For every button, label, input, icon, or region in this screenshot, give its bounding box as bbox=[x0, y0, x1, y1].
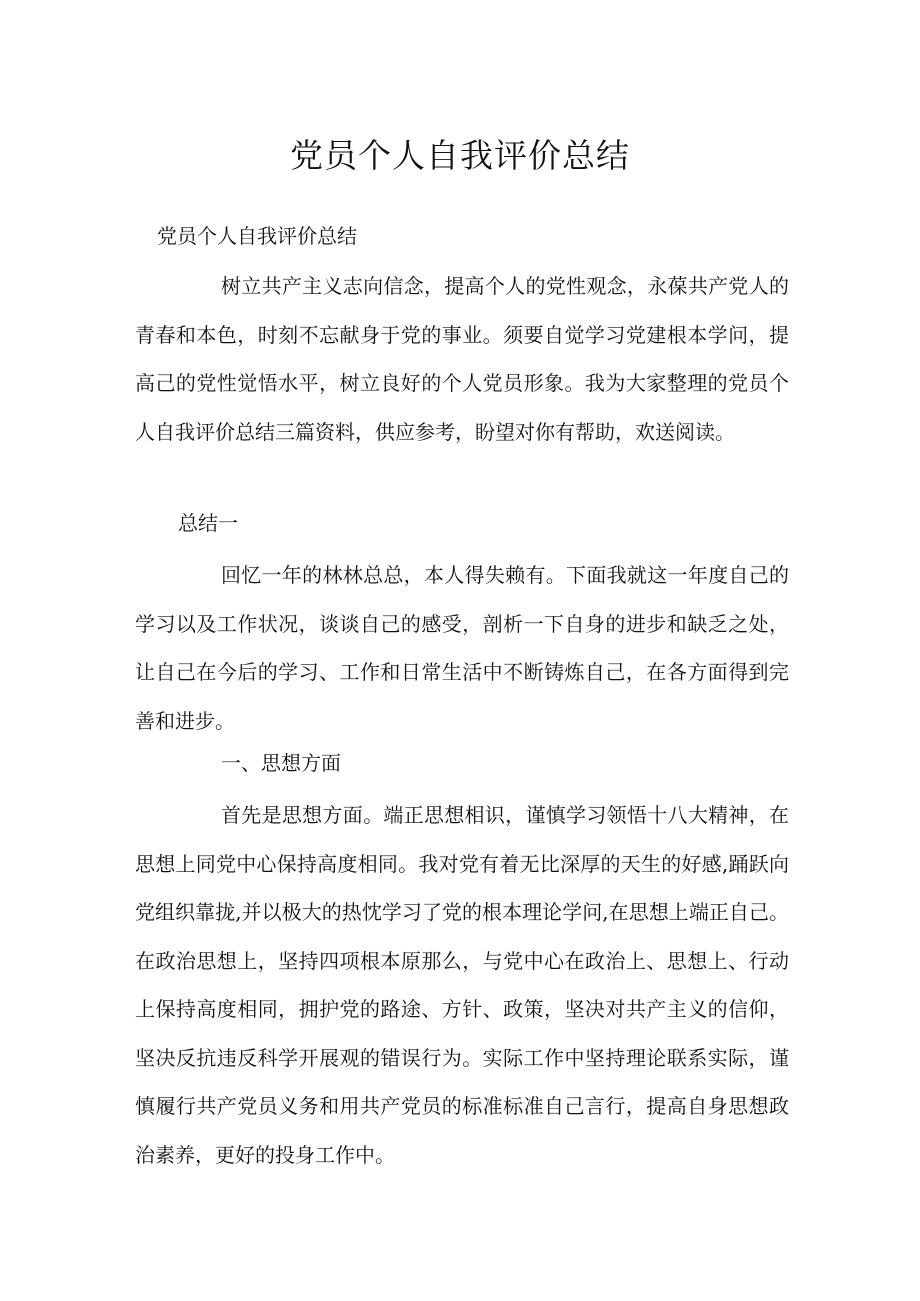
section-heading: 一、思想方面 bbox=[221, 751, 341, 775]
body-paragraph: 首先是思想方面。端正思想相识，谨慎学习领悟十八大精神，在思想上同党中心保持高度相同。我对党有着无比深厚的天生的好感,踊跃向党组织靠拢,并以极大的热忱学习了党的根本理论学问,在思想上端正自己。在政治思想上，坚持四项根本原那么，与党中心在政治上、思想上、行动上保持高度相同，拥护党的路途、方针、政策，坚决对共产主义的信仰，坚决反抗违反科学开展观的错误行为。实际工作中坚持理论联系实际，谨慎履行共产党员义务和用共产党员的标准标准自己言行，提高自身思想政治素养，更好的投身工作中。 bbox=[135, 803, 789, 1167]
document-title: 党员个人自我评价总结 bbox=[290, 136, 630, 175]
summary-heading: 总结一 bbox=[178, 511, 238, 535]
intro-paragraph: 树立共产主义志向信念，提高个人的党性观念，永葆共产党人的青春和本色，时刻不忘献身于党的事业。须要自觉学习党建根本学问，提高己的党性觉悟水平，树立良好的个人党员形象。我为大家整理的党员个人自我评价总结三篇资料，供应参考，盼望对你有帮助，欢送阅读。 bbox=[135, 274, 789, 444]
body-paragraph: 回忆一年的林林总总，本人得失赖有。下面我就这一年度自己的学习以及工作状况，谈谈自己的感受，剖析一下自身的进步和缺乏之处，让自己在今后的学习、工作和日常生活中不断铸炼自己，在各方面得到完善和进步。 bbox=[135, 563, 789, 733]
document-subtitle: 党员个人自我评价总结 bbox=[157, 224, 357, 248]
